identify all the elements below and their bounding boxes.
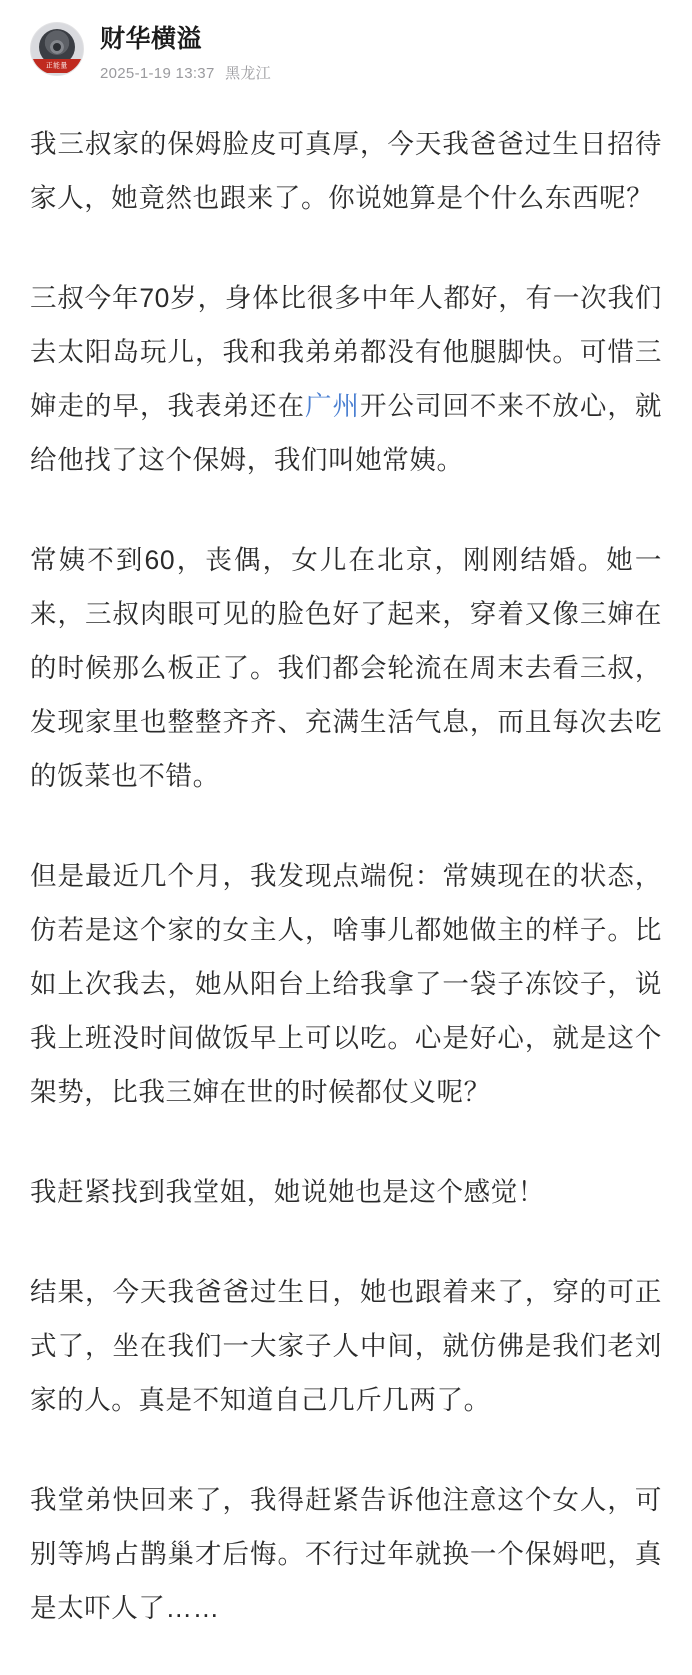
article-paragraph <box>30 1265 662 1427</box>
author-meta <box>100 22 271 83</box>
author-name[interactable]: 财华横溢 <box>100 25 203 53</box>
post-timestamp: 2025-1-19 13:37 <box>100 65 215 82</box>
paragraph-text: 常姨不到60，丧偶，女儿在北京，刚刚结婚。她一来，三叔肉眼可见的脸色好了起来，穿着又像三婶在的时候那么板正了。我们都会轮流在周末去看三叔，发现家里也整整齐齐、充满生活气息，而且每次去吃的饭菜也不错。 <box>30 545 662 791</box>
avatar-badge-label: 正能量 <box>46 61 68 70</box>
paragraph-text: 我堂弟快回来了，我得赶紧告诉他注意这个女人，可别等鸠占鹊巢才后悔。不行过年就换一个保姆吧，真是太吓人了…… <box>30 1485 662 1623</box>
author-header <box>0 0 692 83</box>
article-paragraph <box>30 117 662 225</box>
paragraph-text: 结果，今天我爸爸过生日，她也跟着来了，穿的可正式了，坐在我们一大家子人中间，就仿佛是我们老刘家的人。真是不知道自己几斤几两了。 <box>30 1277 662 1415</box>
article-paragraph <box>30 271 662 487</box>
inline-link[interactable]: 广州 <box>304 391 360 421</box>
paragraph-text: 我赶紧找到我堂姐，她说她也是这个感觉！ <box>30 1177 545 1207</box>
paragraph-text: 三叔今年70岁，身体比很多中年人都好，有一次我们去太阳岛玩儿，我和我弟弟都没有他腿脚快。可惜三婶走的早，我表弟还在 <box>30 283 662 421</box>
avatar[interactable] <box>30 22 84 76</box>
article-paragraph <box>30 849 662 1119</box>
paragraph-text: 我三叔家的保姆脸皮可真厚，今天我爸爸过生日招待家人，她竟然也跟来了。你说她算是个什么东西呢？ <box>30 129 662 213</box>
article-paragraph <box>30 1165 662 1219</box>
paragraph-text: 开公司回不来不放心，就给他找了这个保姆，我们叫她常姨。 <box>30 391 663 475</box>
article-paragraph <box>30 1473 662 1635</box>
avatar-badge <box>31 59 83 73</box>
paragraph-text: 但是最近几个月，我发现点端倪：常姨现在的状态，仿若是这个家的女主人，啥事儿都她做主的样子。比如上次我去，她从阳台上给我拿了一袋子冻饺子，说我上班没时间做饭早上可以吃。心是好心，就是这个架势，比我三婶在世的时候都仗义呢？ <box>30 861 662 1107</box>
post-location: 黑龙江 <box>225 65 271 82</box>
article-paragraph <box>30 533 662 803</box>
post-meta <box>100 65 271 83</box>
article-body <box>0 83 692 1675</box>
